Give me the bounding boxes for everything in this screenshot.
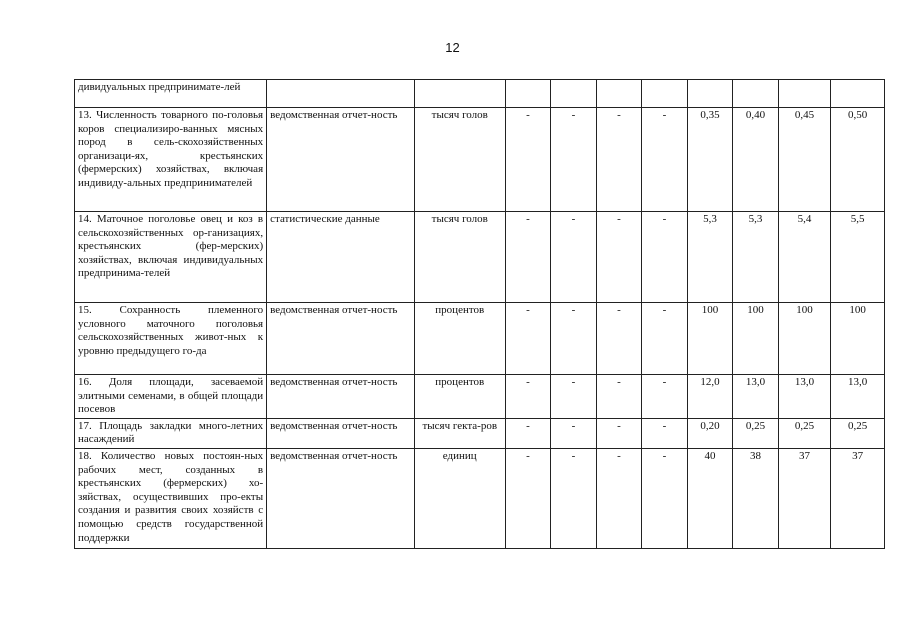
year-value-cell xyxy=(778,80,831,108)
year-value-cell: 13,0 xyxy=(831,375,885,419)
year-value-cell: 100 xyxy=(831,303,885,375)
table-row xyxy=(75,108,885,212)
table-body xyxy=(75,80,885,549)
year-value-cell xyxy=(505,80,551,108)
year-value-cell: - xyxy=(596,448,642,548)
year-value-cell: - xyxy=(505,448,551,548)
year-value-cell: - xyxy=(551,375,597,419)
year-value-cell: 5,5 xyxy=(831,212,885,303)
unit-cell: тысяч гекта-ров xyxy=(414,418,505,448)
table-row xyxy=(75,212,885,303)
year-value-cell: 13,0 xyxy=(733,375,779,419)
indicator-name-cell: 16. Доля площади, засеваемой элитными семенами, в общей площади посевов xyxy=(75,375,267,419)
unit-cell: процентов xyxy=(414,303,505,375)
indicator-name-cell: 13. Численность товарного по-головья коров специализиро-ванных мясных пород в сель-скохозяйственных организаци-ях, крестьянских (фермерских) хозяйствах, включая индивиду-альных предпринимателей xyxy=(75,108,267,212)
data-source-cell: ведомственная отчет-ность xyxy=(267,303,415,375)
indicator-name-cell: дивидуальных предпринимате-лей xyxy=(75,80,267,108)
year-value-cell: 5,3 xyxy=(733,212,779,303)
year-value-cell: - xyxy=(505,303,551,375)
data-source-cell xyxy=(267,80,415,108)
data-source-cell: ведомственная отчет-ность xyxy=(267,108,415,212)
table-row xyxy=(75,375,885,419)
year-value-cell: 5,4 xyxy=(778,212,831,303)
year-value-cell: 0,20 xyxy=(687,418,733,448)
year-value-cell: - xyxy=(596,375,642,419)
year-value-cell: - xyxy=(551,448,597,548)
year-value-cell: - xyxy=(642,448,688,548)
indicator-name-cell: 15. Сохранность племенного условного маточного поголовья сельскохозяйственных живот-ных к уровню предыдущего го-да xyxy=(75,303,267,375)
year-value-cell: 13,0 xyxy=(778,375,831,419)
unit-cell: тысяч голов xyxy=(414,212,505,303)
year-value-cell: 12,0 xyxy=(687,375,733,419)
data-source-cell: статистические данные xyxy=(267,212,415,303)
year-value-cell: - xyxy=(505,418,551,448)
year-value-cell: 0,25 xyxy=(831,418,885,448)
year-value-cell: - xyxy=(642,212,688,303)
page-number: 12 xyxy=(445,40,460,55)
data-source-cell: ведомственная отчет-ность xyxy=(267,375,415,419)
year-value-cell: 100 xyxy=(778,303,831,375)
year-value-cell: - xyxy=(551,212,597,303)
year-value-cell xyxy=(596,80,642,108)
year-value-cell: - xyxy=(505,212,551,303)
indicator-name-cell: 14. Маточное поголовье овец и коз в сельскохозяйственных ор-ганизациях, крестьянских (фер-мерских) хозяйствах, включая индивидуальных предпринима-телей xyxy=(75,212,267,303)
table-row xyxy=(75,80,885,108)
year-value-cell xyxy=(733,80,779,108)
unit-cell: единиц xyxy=(414,448,505,548)
year-value-cell: - xyxy=(642,375,688,419)
year-value-cell: - xyxy=(596,418,642,448)
indicator-name-cell: 18. Количество новых постоян-ных рабочих мест, созданных в крестьянских (фермерских) хо-зяйствах, осуществивших про-екты создания и развития своих хозяйств с помощью средств государственной поддержки xyxy=(75,448,267,548)
year-value-cell: 38 xyxy=(733,448,779,548)
year-value-cell: - xyxy=(551,303,597,375)
data-source-cell: ведомственная отчет-ность xyxy=(267,418,415,448)
year-value-cell: - xyxy=(642,418,688,448)
year-value-cell: - xyxy=(551,108,597,212)
unit-cell: тысяч голов xyxy=(414,108,505,212)
year-value-cell: 5,3 xyxy=(687,212,733,303)
table-row xyxy=(75,418,885,448)
year-value-cell: 0,40 xyxy=(733,108,779,212)
year-value-cell: 100 xyxy=(733,303,779,375)
year-value-cell: 0,50 xyxy=(831,108,885,212)
year-value-cell xyxy=(642,80,688,108)
unit-cell xyxy=(414,80,505,108)
year-value-cell xyxy=(551,80,597,108)
table-row xyxy=(75,448,885,548)
data-source-cell: ведомственная отчет-ность xyxy=(267,448,415,548)
year-value-cell: - xyxy=(505,375,551,419)
year-value-cell: 0,25 xyxy=(778,418,831,448)
year-value-cell: 40 xyxy=(687,448,733,548)
year-value-cell: - xyxy=(505,108,551,212)
unit-cell: процентов xyxy=(414,375,505,419)
year-value-cell: - xyxy=(642,303,688,375)
year-value-cell: - xyxy=(642,108,688,212)
year-value-cell: 0,45 xyxy=(778,108,831,212)
year-value-cell: 0,35 xyxy=(687,108,733,212)
year-value-cell: - xyxy=(596,303,642,375)
year-value-cell xyxy=(687,80,733,108)
year-value-cell: 0,25 xyxy=(733,418,779,448)
year-value-cell: - xyxy=(551,418,597,448)
year-value-cell: - xyxy=(596,108,642,212)
indicators-table xyxy=(74,79,885,549)
indicator-name-cell: 17. Площадь закладки много-летних насаждений xyxy=(75,418,267,448)
table-row xyxy=(75,303,885,375)
year-value-cell: 37 xyxy=(778,448,831,548)
year-value-cell: 37 xyxy=(831,448,885,548)
year-value-cell xyxy=(831,80,885,108)
year-value-cell: 100 xyxy=(687,303,733,375)
year-value-cell: - xyxy=(596,212,642,303)
